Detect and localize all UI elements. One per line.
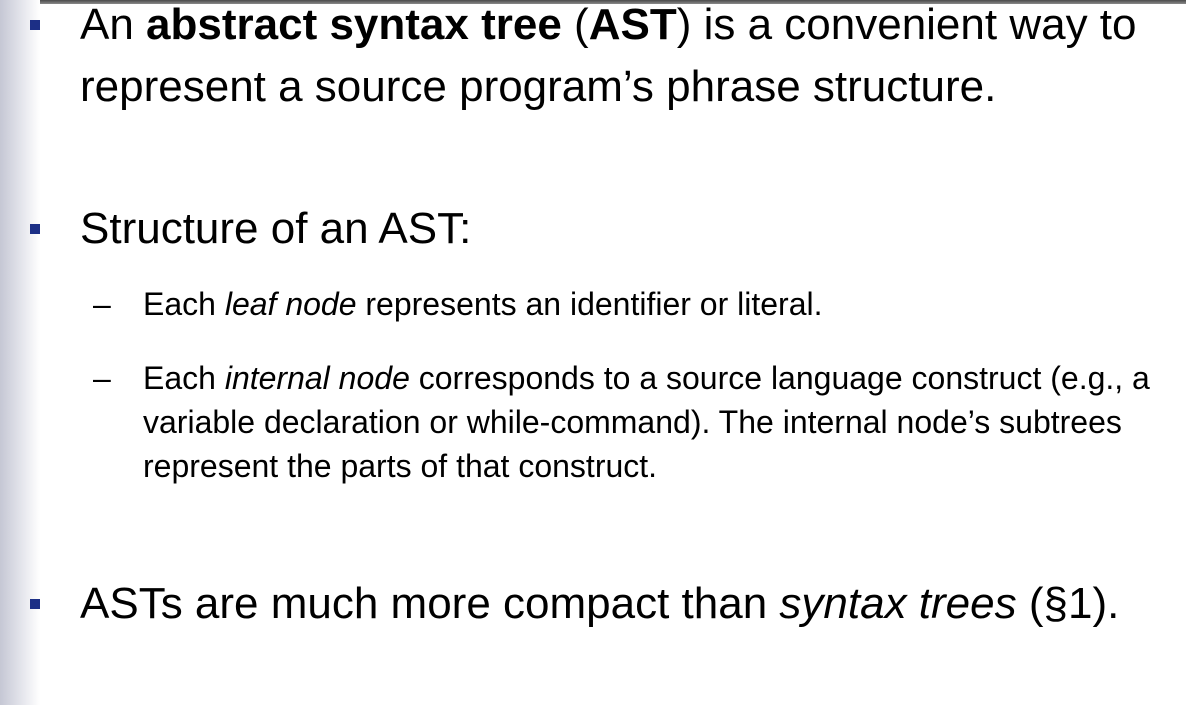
term-ast: AST: [588, 0, 677, 49]
term-leaf-node: leaf node: [224, 286, 357, 322]
sub-bullet-text-pre: Each: [143, 286, 225, 322]
bullet-ast-definition: [80, 0, 1170, 118]
dash-bullet-icon: –: [93, 286, 111, 322]
dash-bullet-icon: –: [93, 360, 111, 396]
bullet-structure-heading: Structure of an AST:: [80, 204, 472, 253]
sub-bullet-text-post: corresponds to a source language construct (e.g., a variable declaration or while-command). The internal node’s subtrees represent the parts of that construct.: [143, 360, 1150, 484]
sub-bullet-internal-node: [143, 356, 1173, 488]
bullet-text-mid: (: [561, 0, 589, 49]
bullet-text-pre: An: [80, 0, 147, 49]
sub-bullet-leaf-node: [143, 282, 1173, 326]
bullet-text-post: ) is a convenient way to represent a source program’s phrase structure.: [80, 0, 1137, 111]
bullet-text-post: (§1).: [1016, 579, 1120, 628]
square-bullet-icon: [30, 20, 40, 30]
sub-bullet-text-post: represents an identifier or literal.: [356, 286, 823, 322]
term-internal-node: internal node: [224, 360, 410, 396]
bullet-text-pre: ASTs are much more compact than: [80, 579, 780, 628]
bullet-asts-compact: [80, 573, 1170, 635]
sub-bullet-text-pre: Each: [143, 360, 225, 396]
square-bullet-icon: [30, 224, 40, 234]
square-bullet-icon: [30, 599, 40, 609]
term-abstract-syntax-tree: abstract syntax tree: [146, 0, 562, 49]
term-syntax-trees: syntax trees: [779, 579, 1017, 628]
